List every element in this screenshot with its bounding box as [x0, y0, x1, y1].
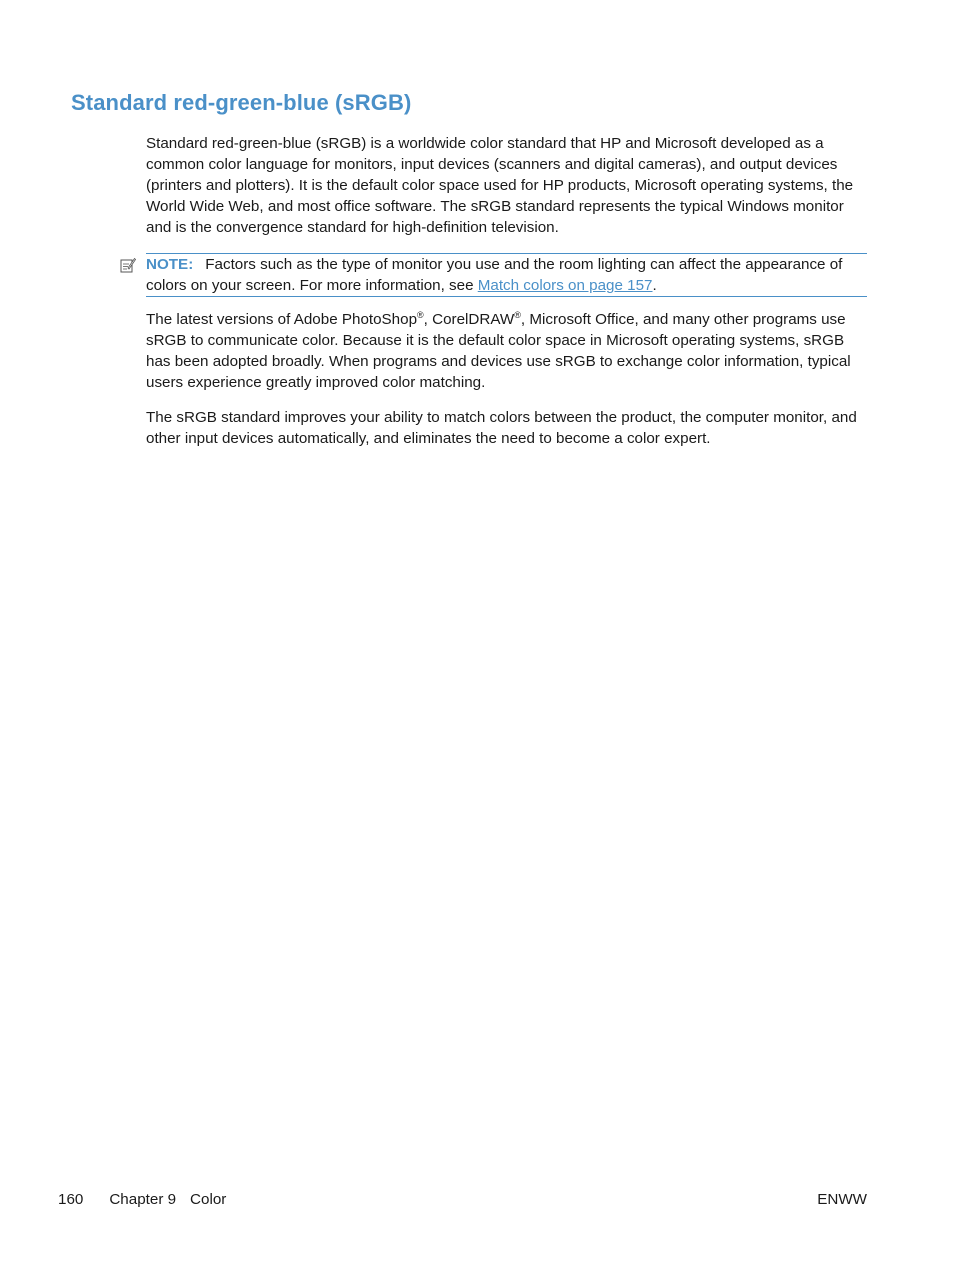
paragraph-programs: [146, 309, 868, 393]
note-body: Factors such as the type of monitor you use and the room lighting can affect the appearance of colors on your screen. For more information, see: [146, 256, 843, 294]
footer-right: ENWW: [817, 1191, 867, 1208]
note-end: .: [652, 277, 657, 294]
section-heading: Standard red-green-blue (sRGB): [71, 90, 412, 115]
note-box: [146, 253, 867, 297]
registered-mark: ®: [514, 309, 521, 320]
footer-left: [58, 1189, 226, 1210]
note-text: [146, 254, 867, 296]
page-number: 160: [58, 1191, 84, 1208]
paragraph-programs-part1: The latest versions of Adobe PhotoShop: [146, 311, 418, 328]
note-pencil-icon: [120, 257, 136, 273]
footer-section: Color: [190, 1191, 227, 1208]
paragraph-programs-part2: , CorelDRAW: [423, 311, 515, 328]
paragraph-improves: The sRGB standard improves your ability to match colors between the product, the computer monitor, and other input devices automatically, and eliminates the need to become a color expert.: [146, 409, 857, 447]
registered-mark: ®: [417, 309, 424, 320]
match-colors-link[interactable]: Match colors on page 157: [477, 277, 653, 294]
paragraph-programs-part3: , Microsoft Office, and many other programs use sRGB to communicate color. Because it is the default color space in Microsoft operating systems, sRGB has been adopted broadly. When programs and devices use sRGB to exchange color information, typical users experience greatly improved color matching.: [146, 311, 851, 391]
note-label: NOTE:: [146, 256, 194, 273]
footer-chapter: Chapter 9: [109, 1191, 177, 1208]
paragraph-srgb-intro: Standard red-green-blue (sRGB) is a worldwide color standard that HP and Microsoft developed as a common color language for monitors, input devices (scanners and digital cameras), and output devices (printers and plotters). It is the default color space used for HP products, Microsoft operating systems, the World Wide Web, and most office software. The sRGB standard represents the typical Windows monitor and is the convergence standard for high-definition television.: [146, 135, 854, 236]
